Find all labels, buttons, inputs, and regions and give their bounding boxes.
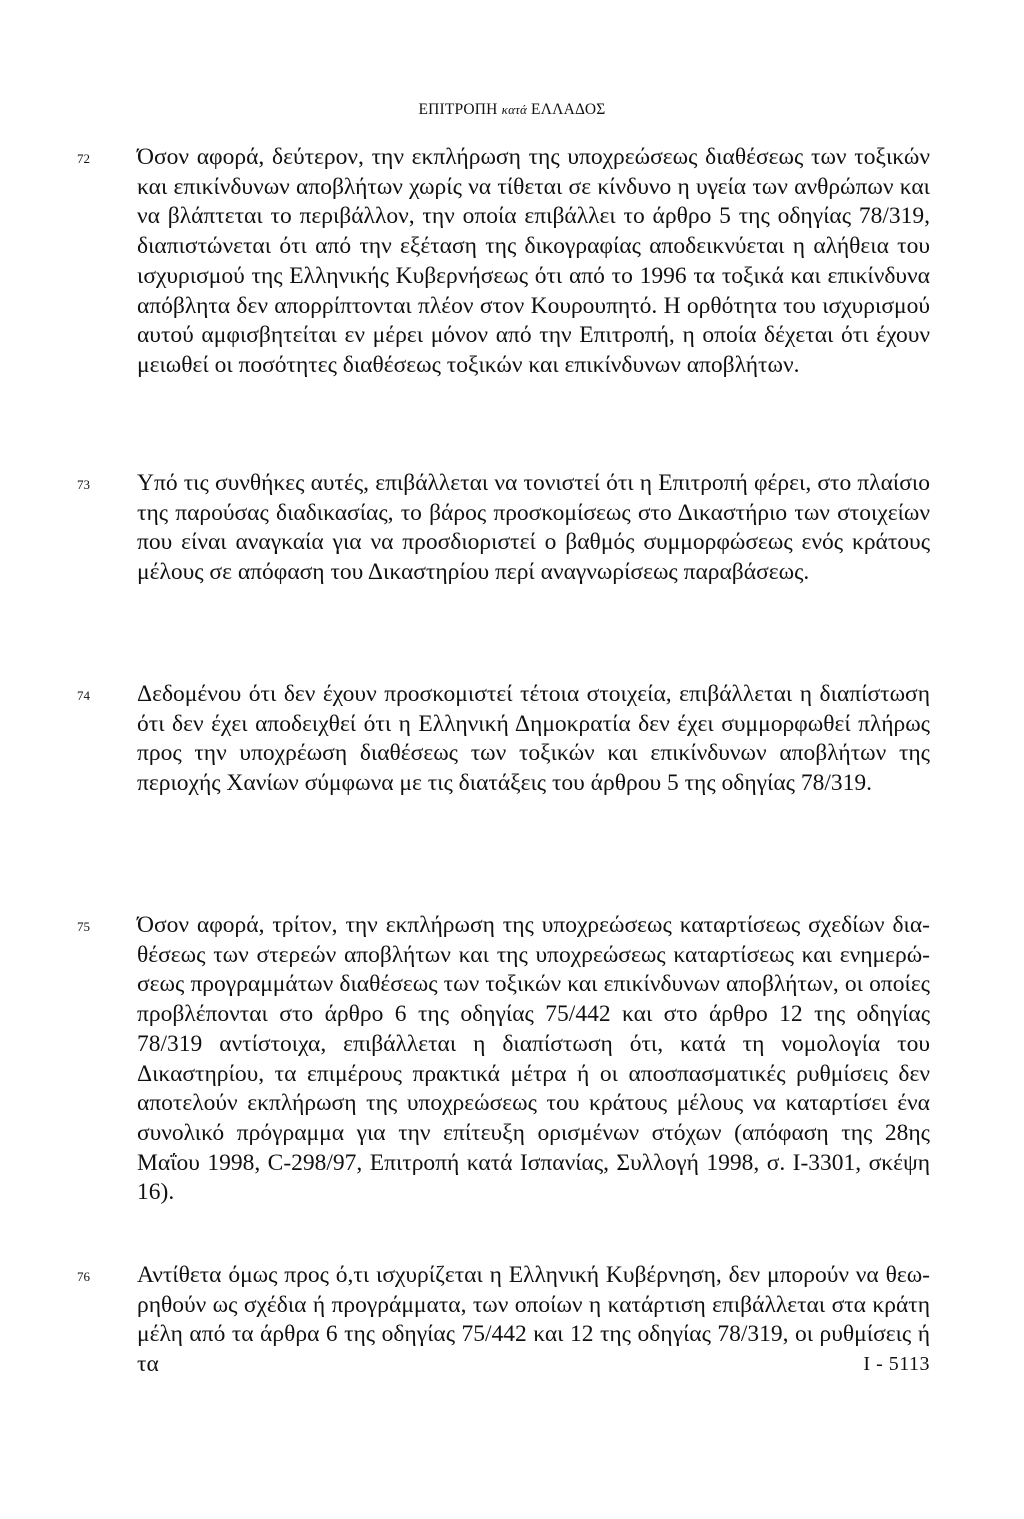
paragraph-76 [53, 1261, 930, 1380]
paragraph-text: Δεδομένου ότι δεν έχουν προσκομιστεί τέτοια στοιχεία, επιβάλλεται η διαπίστωση ότι δεν έχει αποδειχθεί ότι η Ελληνική Δημοκρατία δεν έχει συμμορφωθεί πλήρως προς την υποχρέωση διαθέσεως των τοξικών και επικίνδυνων αποβλήτων της περιοχής Χανίων σύμφωνα με τις διατάξεις του άρθρου 5 της οδηγίας 78/319. [137, 681, 930, 797]
paragraph-number: 72 [77, 151, 90, 166]
paragraph-74 [53, 680, 930, 799]
paragraph-73 [53, 469, 930, 588]
paragraph-text: Αντίθετα όμως προς ό,τι ισχυρίζεται η Ελληνική Κυβέρνηση, δεν μπορούν να θεωρηθούν ως σχέδια ή προγράμματα, των οποίων η κατάρτιση επιβάλλεται στα κράτη μέλη από τα άρθρα 6 της οδηγίας 75/442 και 12 της οδηγίας 78/319, οι ρυθμίσεις ή τα [137, 1262, 930, 1378]
paragraph-text: Όσον αφορά, δεύτερον, την εκπλήρωση της υποχρεώσεως διαθέσεως των τοξικών και επικίνδυνων αποβλήτων χωρίς να τίθεται σε κίνδυνο η υγεία των ανθρώπων και να βλάπτεται το περιβάλλον, την οποία επιβάλλει το άρθρο 5 της οδηγίας 78/319, διαπιστώνεται ότι από την εξέταση της δικογραφίας αποδεικνύεται η αλήθεια του ισχυρισμού της Ελληνικής Κυβερνήσεως ότι από το 1996 τα τοξικά και επικίνδυνα απόβλητα δεν απορρίπτονται πλέον στον Κουρουπητό. Η ορθότητα του ισχυρισμού αυτού αμφισβητείται εν μέρει μόνον από την Επιτροπή, η οποία δέχεται ότι έχουν μειωθεί οι ποσότητες διαθέσεως τοξικών και επικίνδυνων αποβλήτων. [137, 144, 930, 378]
running-header-title-a: ΕΠΙΤΡΟΠΗ [418, 101, 502, 118]
paragraph-text: Υπό τις συνθήκες αυτές, επιβάλλεται να τονιστεί ότι η Επιτροπή φέρει, στο πλαίσιο της παρούσας διαδικασίας, το βάρος προσκομίσεως στο Δικαστήριο των στοιχείων που είναι αναγκαία για να προσδιοριστεί ο βαθμός συμμορφώσεως ενός κράτους μέλους σε απόφαση του Δικαστηρίου περί αναγνωρίσεως παραβάσεως. [137, 470, 930, 586]
paragraph-75 [53, 911, 930, 1208]
paragraph-72 [53, 143, 930, 381]
paragraph-number: 76 [77, 1269, 90, 1284]
paragraph-number: 73 [77, 477, 90, 492]
paragraph-text: Όσον αφορά, τρίτον, την εκπλήρωση της υποχρεώσεως καταρτίσεως σχεδίων διαθέσεως των στερεών αποβλήτων και της υποχρεώσεως καταρτίσεως και ενημερώσεως προγραμμάτων διαθέσεως των τοξικών και επικίνδυνων αποβλήτων, οι οποίες προβλέπονται στο άρθρο 6 της οδηγίας 75/442 και στο άρθρο 12 της οδηγίας 78/319 αντίστοιχα, επιβάλλεται η διαπίστωση ότι, κατά τη νομολογία του Δικαστηρίου, τα επιμέρους πρακτικά μέτρα ή οι αποσπασματικές ρυθμίσεις δεν αποτελούν εκπλήρωση της υποχρεώσεως του κράτους μέλους να καταρτίσει ένα συνολικό πρόγραμμα για την επίτευξη ορισμένων στόχων (απόφαση της 28ης Μαΐου 1998, C-298/97, Επιτροπή κατά Ισπανίας, Συλλογή 1998, σ. I-3301, σκέψη 16). [137, 912, 930, 1206]
paragraph-number: 74 [77, 688, 90, 703]
running-header [0, 101, 1024, 119]
page-number: I - 5113 [863, 1353, 930, 1375]
running-header-title-b: ΕΛΛΑΔΟΣ [526, 101, 606, 118]
paragraph-number: 75 [77, 919, 90, 934]
running-header-kata: κατά [501, 102, 527, 117]
